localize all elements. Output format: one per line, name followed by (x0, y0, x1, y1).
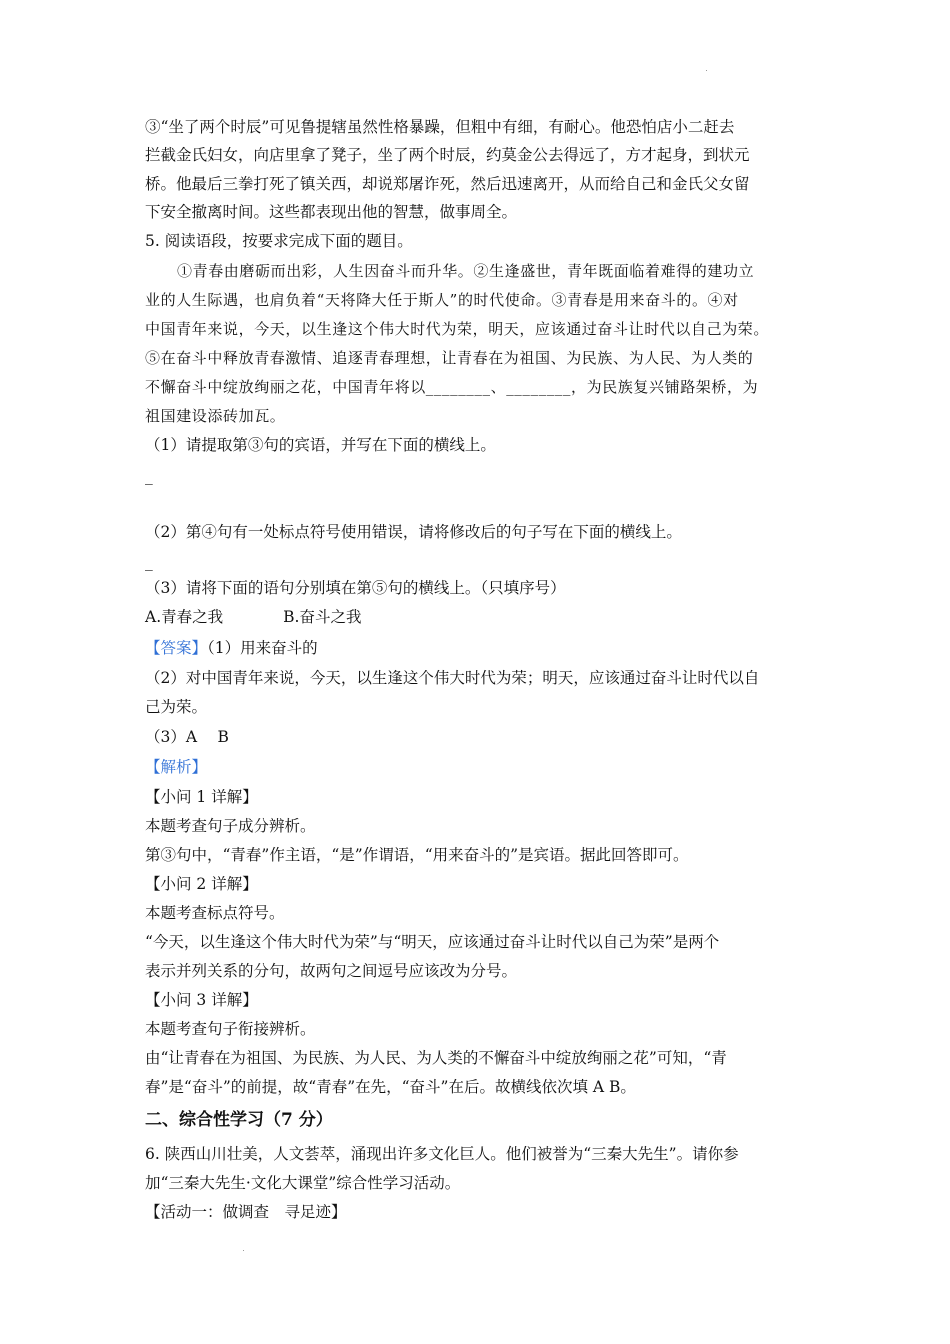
detail-3-line: 本题考查句子衔接辨析。 (145, 1020, 316, 1038)
activity-1-heading: 【活动一：做调查 寻足迹】 (145, 1203, 347, 1221)
detail-3-line: 春”是“奋斗”的前提，故“青春”在先，“奋斗”在后。故横线依次填 A B。 (145, 1078, 636, 1096)
corner-mark (706, 70, 707, 71)
passage-line: 业的人生际遇，也肩负着“天将降大任于斯人”的时代使命。③青春是用来奋斗的。④对 (145, 291, 739, 309)
sub-question-3: （3）请将下面的语句分别填在第⑤句的横线上。（只填序号） (145, 579, 566, 597)
detail-1-line: 本题考查句子成分辨析。 (145, 817, 316, 835)
question-6-line: 加“三秦大先生·文化大课堂”综合性学习活动。 (145, 1174, 461, 1192)
answer-1: （1）用来奋斗的 (207, 639, 318, 657)
options-row (145, 607, 361, 627)
footer-mark (243, 1250, 244, 1251)
detail-2-title: 【小问 2 详解】 (145, 875, 258, 893)
answer-2-line: （2）对中国青年来说，今天，以生逢这个伟大时代为荣；明天，应该通过奋斗让时代以自 (145, 669, 760, 687)
answer-row (145, 638, 318, 658)
prev-para-line: 拦截金氏妇女，向店里拿了凳子，坐了两个时辰，约莫金公去得远了，方才起身，到状元 (145, 146, 750, 164)
detail-2-line: “今天，以生逢这个伟大时代为荣”与“明天，应该通过奋斗让时代以自己为荣”是两个 (145, 933, 720, 951)
passage-line: ①青春由磨砺而出彩，人生因奋斗而升华。②生逢盛世，青年既面临着难得的建功立 (177, 262, 755, 280)
passage-line: 不懈奋斗中绽放绚丽之花，中国青年将以________、________，为民族复兴铺路架桥，为 (145, 378, 759, 396)
detail-3-line: 由“让青春在为祖国、为民族、为人民、为人类的不懈奋斗中绽放绚丽之花”可知，“青 (145, 1049, 727, 1067)
detail-2-line: 本题考查标点符号。 (145, 904, 285, 922)
detail-1-line: 第③句中，“青春”作主语，“是”作谓语，“用来奋斗的”是宾语。据此回答即可。 (145, 846, 689, 864)
answer-2-line: 己为荣。 (145, 698, 208, 716)
sub-question-2: （2）第④句有一处标点符号使用错误，请将修改后的句子写在下面的横线上。 (145, 523, 682, 541)
option-a: A.青春之我 (145, 608, 224, 626)
answer-tag: 【答案】 (145, 639, 208, 657)
analysis-tag: 【解析】 (145, 758, 208, 776)
detail-1-title: 【小问 1 详解】 (145, 788, 258, 806)
prev-para-line: 桥。他最后三拳打死了镇关西，却说郑屠诈死，然后迅速离开，从而给自己和金氏父女留 (145, 175, 750, 193)
question-5-title: 5. 阅读语段，按要求完成下面的题目。 (145, 232, 413, 250)
detail-2-line: 表示并列关系的分句，故两句之间逗号应该改为分号。 (145, 962, 518, 980)
sub-question-1: （1）请提取第③句的宾语，并写在下面的横线上。 (145, 436, 496, 454)
section-2-heading: 二、综合性学习（7 分） (145, 1110, 333, 1130)
prev-para-line: ③“坐了两个时辰”可见鲁提辖虽然性格暴躁，但粗中有细，有耐心。他恐怕店小二赶去 (145, 118, 735, 136)
passage-line: ⑤在奋斗中释放青春激情、追逐青春理想，让青春在为祖国、为民族、为人民、为人类的 (145, 349, 754, 367)
passage-line: 中国青年来说，今天，以生逢这个伟大时代为荣，明天，应该通过奋斗让时代以自己为荣。 (145, 320, 770, 338)
question-6-line: 6. 陕西山川壮美，人文荟萃，涌现出许多文化巨人。他们被誉为“三秦大先生”。请你参 (145, 1145, 739, 1163)
detail-3-title: 【小问 3 详解】 (145, 991, 258, 1009)
passage-line: 祖国建设添砖加瓦。 (145, 407, 286, 425)
prev-para-line: 下安全撤离时间。这些都表现出他的智慧，做事周全。 (145, 203, 518, 221)
answer-3: （3）A B (145, 728, 229, 746)
answer-blank-1: _ (145, 467, 153, 485)
answer-blank-2: _ (145, 553, 153, 571)
option-b: B.奋斗之我 (283, 608, 362, 626)
